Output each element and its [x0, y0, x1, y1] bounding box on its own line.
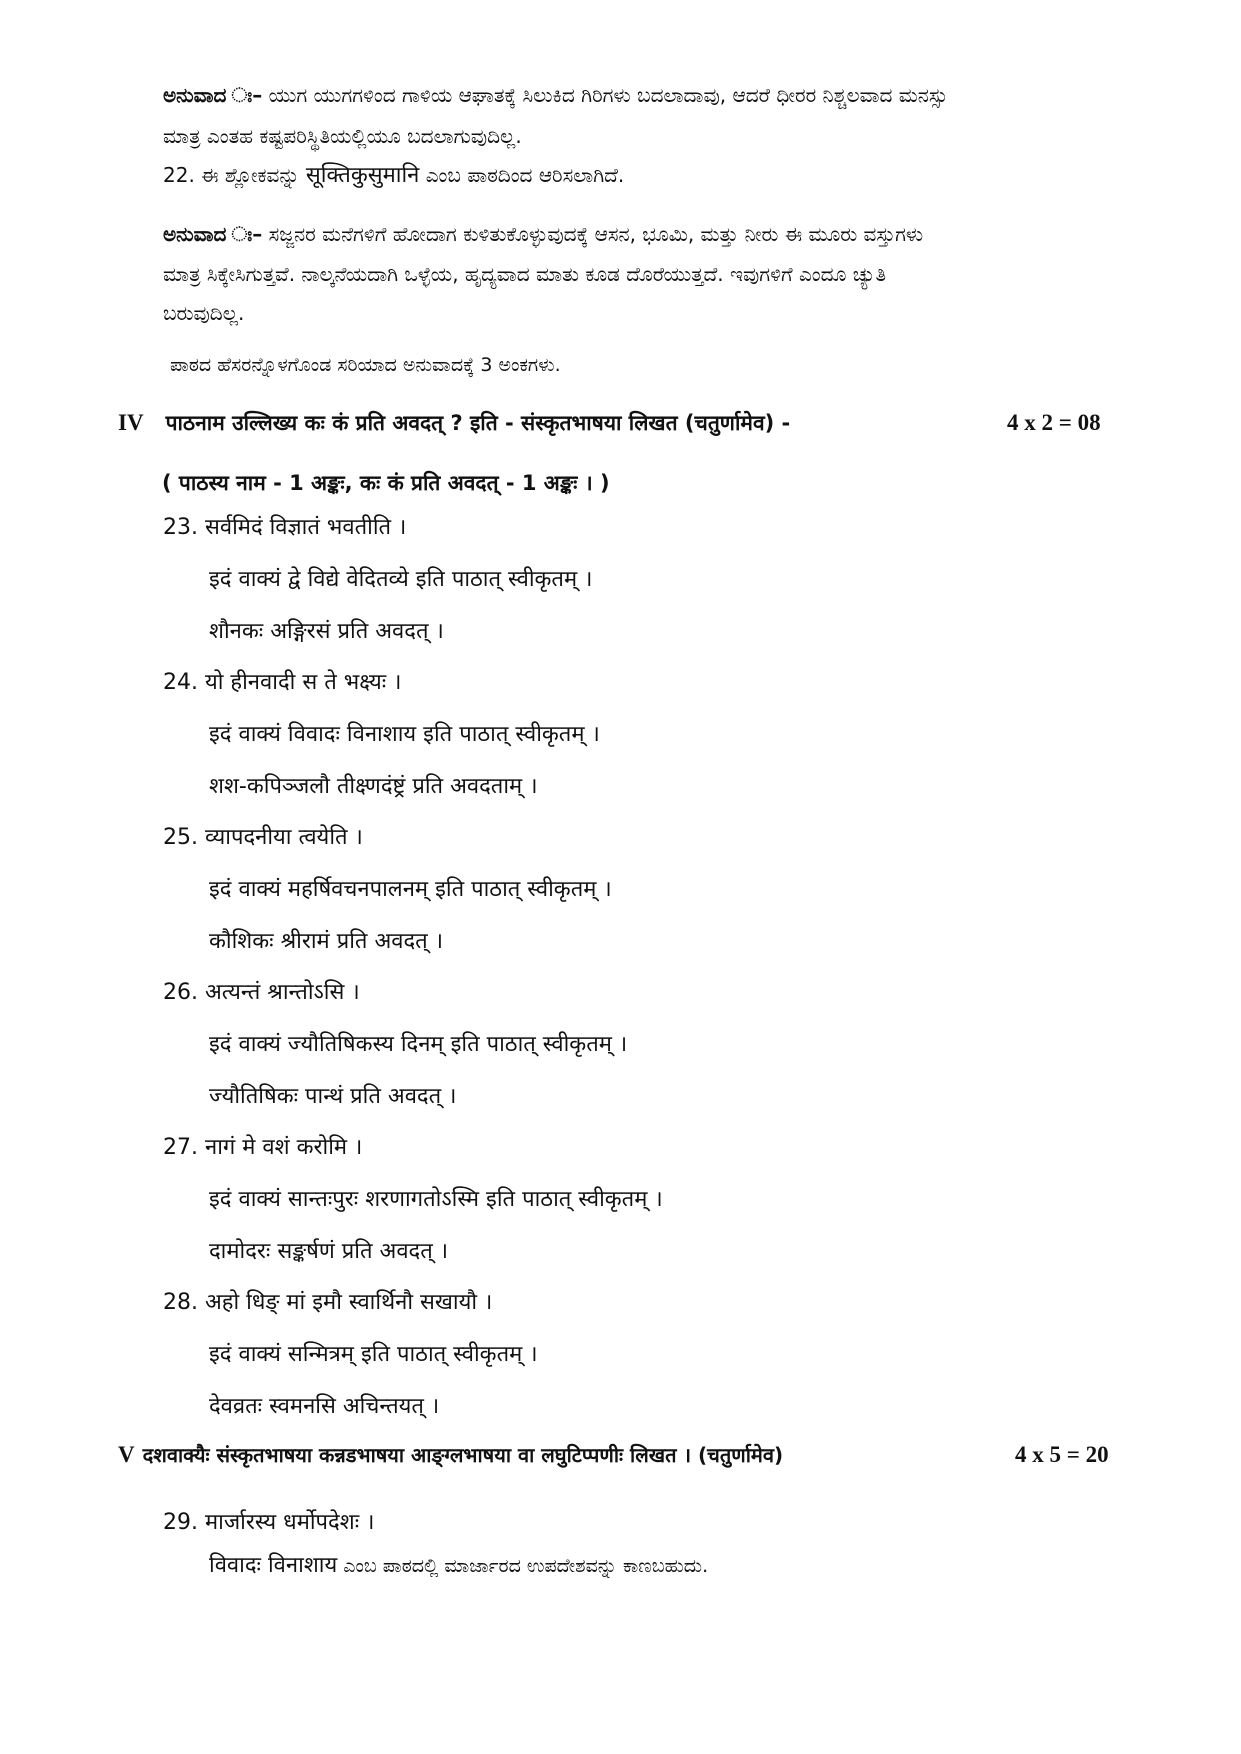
question-28: 28. अहो धिङ् मां इमौ स्वार्थिनौ सखायौ । — [163, 1290, 493, 1315]
section-5-marks: 4 x 5 = 20 — [1015, 1442, 1109, 1467]
marks-note: ಪಾಠದ ಹೆಸರನ್ನೊಳಗೊಂಡ ಸರಿಯಾದ ಅನುವಾದಕ್ಕೆ 3 ಅಂಕಗಳು. — [170, 354, 561, 376]
answer-27-source: इदं वाक्यं सान्तःपुरः शरणागतोऽस्मि इति पाठात् स्वीकृतम् । — [209, 1187, 663, 1212]
question-23: 23. सर्वमिदं विज्ञातं भवतीति । — [163, 515, 407, 540]
answer-24-speaker: शश-कपिञ्जलौ तीक्ष्णदंष्ट्रं प्रति अवदताम् । — [209, 774, 538, 799]
answer-25-speaker: कौशिकः श्रीरामं प्रति अवदत् । — [209, 929, 444, 954]
answer-23-speaker: शौनकः अङ्गिरसं प्रति अवदत् । — [209, 619, 444, 644]
question-25: 25. व्यापदनीया त्वयेति । — [163, 825, 363, 850]
section-title: पाठनाम उल्लिख्य कः कं प्रति अवदत् ? इति - संस्कृतभाषया लिखत (चतुर्णामेव) - — [165, 411, 791, 435]
translation-label: ಅನುವಾದ ಃ– — [163, 222, 263, 246]
translation-2-line-3: ಬರುವುದಿಲ್ಲ. — [163, 301, 245, 325]
section-4-marks: 4 x 2 = 08 — [1007, 410, 1101, 435]
question-22: 22. ಈ ಶ್ಲೋಕವನ್ನು सूक्तिकुसुमानि ಎಂಬ ಪಾಠದಿಂದ ಆರಿಸಲಾಗಿದೆ. — [163, 163, 625, 188]
translation-2-line-2: ಮಾತ್ರ ಸಿಕ್ಕೇಸಿಗುತ್ತವೆ. ನಾಲ್ಕನೆಯದಾಗಿ ಒಳ್ಳೆಯ, ಹೃದ್ಯವಾದ ಮಾತು ಕೂಡ ದೊರೆಯುತ್ತದೆ. ಇವುಗಳಿಗೆ ಎಂದೂ ಚ್ಯುತಿ — [163, 262, 887, 286]
marking-scheme: ( पाठस्य नाम - 1 अङ्कः, कः कं प्रति अवदत् - 1 अङ्कः । ) — [162, 471, 610, 495]
answer-23-source: इदं वाक्यं द्वे विद्ये वेदितव्ये इति पाठात् स्वीकृतम् । — [209, 567, 593, 592]
answer-27-speaker: दामोदरः सङ्कर्षणं प्रति अवदत् । — [209, 1239, 449, 1264]
section-5-heading — [118, 1440, 783, 1470]
question-24: 24. यो हीनवादी स ते भक्ष्यः । — [163, 670, 402, 695]
translation-2-line-1: ಅನುವಾದ ಃ– ಸಜ್ಜನರ ಮನೆಗಳಿಗೆ ಹೋದಾಗ ಕುಳಿತುಕೊಳ್ಳುವುದಕ್ಕೆ ಆಸನ, ಭೂಮಿ, ಮತ್ತು ನೀರು ಈ ಮೂರು ವಸ್ತುಗಳು — [163, 222, 924, 246]
answer-24-source: इदं वाक्यं विवादः विनाशाय इति पाठात् स्वीकृतम् । — [209, 722, 600, 747]
answer-28-source: इदं वाक्यं सन्मित्रम् इति पाठात् स्वीकृतम् । — [209, 1342, 538, 1367]
question-29: 29. मार्जारस्य धर्मोपदेशः । — [163, 1510, 375, 1535]
answer-28-speaker: देवव्रतः स्वमनसि अचिन्तयत् । — [209, 1394, 440, 1419]
section-4-heading — [118, 408, 790, 438]
question-27: 27. नागं मे वशं करोमि । — [163, 1135, 363, 1160]
answer-25-source: इदं वाक्यं महर्षिवचनपालनम् इति पाठात् स्वीकृतम् । — [209, 877, 612, 902]
question-26: 26. अत्यन्तं श्रान्तोऽसि । — [163, 980, 360, 1005]
section-numeral: V — [118, 1442, 135, 1467]
translation-1-line-1: ಅನುವಾದ ಃ– ಯುಗ ಯುಗಗಳಿಂದ ಗಾಳಿಯ ಆಘಾತಕ್ಕೆ ಸಿಲುಕಿದ ಗಿರಿಗಳು ಬದಲಾದಾವು, ಆದರೆ ಧೀರರ ನಿಶ್ಚಲವಾದ ಮನಸ್ಸು — [163, 83, 948, 107]
translation-label: ಅನುವಾದ ಃ– — [163, 83, 263, 107]
section-title: दशवाक्यैः संस्कृतभाषया कन्नडभाषया आङ्ग्लभाषया वा लघुटिप्पणीः लिखत । (चतुर्णामेव) — [142, 1443, 784, 1467]
lesson-name: सूक्तिकुसुमानि — [305, 163, 420, 188]
answer-29: विवादः विनाशाय ಎಂಬ ಪಾಠದಲ್ಲಿ ಮಾರ್ಜಾರದ ಉಪದೇಶವನ್ನು ಕಾಣಬಹುದು. — [209, 1553, 709, 1578]
section-numeral: IV — [118, 410, 144, 435]
answer-26-source: इदं वाक्यं ज्यौतिषिकस्य दिनम् इति पाठात् स्वीकृतम् । — [209, 1032, 628, 1057]
answer-26-speaker: ज्यौतिषिकः पान्थं प्रति अवदत् । — [209, 1084, 457, 1109]
translation-1-line-2: ಮಾತ್ರ ಎಂತಹ ಕಷ್ಟಪರಿಸ್ಥಿತಿಯಲ್ಲಿಯೂ ಬದಲಾಗುವುದಿಲ್ಲ. — [163, 124, 522, 148]
